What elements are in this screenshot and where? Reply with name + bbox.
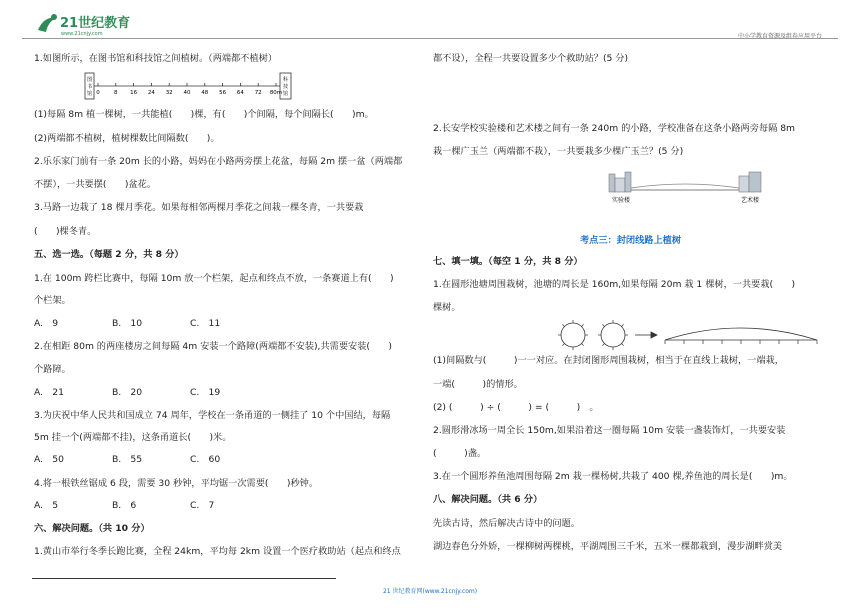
tick-label: 64 [236,90,244,96]
question-text: 2.长安学校实验楼和艺术楼之间有一条 240m 的小路，学校准备在这条小路两旁每隔 8m [433,123,795,134]
question-text: 1.如图所示，在图书馆和科技馆之间植树。（两端都不植树） [34,53,278,64]
question-text: (2)两端都不植树，植树棵数比间隔数( )。 [34,133,220,144]
tick-label: 0 [96,90,100,96]
section-heading: 八、解决问题。（共 6 分） [433,494,543,505]
question-text: (2) ( ) ÷ ( ) = ( ) 。 [433,402,599,413]
question-text: 2.在相距 80m 的两座楼房之间每隔 4m 安装一个路障(两端都不安装),共需要安装( ) [34,341,392,352]
tick-label: 72 [254,90,262,96]
section-heading: 六、解决问题。（共 10 分） [34,523,150,534]
site-logo [34,10,139,38]
option-a[interactable]: A. 5 [34,500,59,511]
tick-label: 80m [269,90,283,96]
platform-name: 中小学教育资源及组卷应用平台 [737,33,822,40]
distance-ticks [96,83,282,96]
answer-options [34,499,268,513]
svg-text:馆: 馆 [86,91,93,97]
question-text: 都不设），全程一共要设置多少个救助站？(5 分) [433,53,629,64]
section-heading: 七、填一填。（每空 1 分，共 8 分） [433,256,583,267]
tick-label: 40 [183,90,191,96]
question-text: ( )棵冬青。 [34,226,97,237]
svg-text:馆: 馆 [282,91,289,97]
lab-building-label: 实验楼 [611,197,631,204]
section-heading: 五、选一选。（每题 2 分，共 8 分） [34,249,184,260]
tree-mark [602,324,604,326]
question-text: 3.为庆祝中华人民共和国成立 74 周年，学校在一条甬道的一侧挂了 10 个中国结，每隔 [34,410,391,421]
option-a[interactable]: A. 9 [34,318,59,329]
tree-mark [602,343,604,345]
option-b[interactable]: B. 10 [112,318,143,329]
svg-text:书: 书 [86,84,93,90]
question-text: 个栏架。 [34,295,71,306]
tree-mark [621,343,623,345]
tree-mark [562,343,564,345]
question-text: 3.马路一边栽了 18 棵月季花。如果每相邻两棵月季花之间栽一棵冬青，一共要栽 [34,202,364,213]
art-building-label: 艺术楼 [740,197,760,204]
option-a[interactable]: A. 21 [34,387,64,398]
option-c[interactable]: C. 60 [190,454,221,465]
library-label: 图 [86,77,93,83]
footer-text: 21 世纪教育网(www.21cnjy.com) [382,588,478,595]
question-text: 湖边春色分外娇，一棵柳树两棵桃，平湖周围三千米，五米一棵都栽到，漫步湖畔赏美 [433,541,783,552]
question-text: ( )盏。 [433,448,487,459]
science-museum-label: 科 [282,77,289,83]
question-text: 1.在 100m 跨栏比赛中，每隔 10m 放一个栏架，起点和终点不放，一条赛道上有( ) [34,273,394,284]
option-c[interactable]: C. 19 [190,387,221,398]
question-text: 1.黄山市举行冬季长跑比赛，全程 24km，平均每 2km 设置一个医疗救助站（起点和终点 [34,546,401,557]
question-text: (1)间隔数与( )一一对应。在封闭图形周围栽树，相当于在直线上栽树，一端栽， [433,355,784,366]
answer-options [34,317,268,331]
tree-mark [562,324,564,326]
question-text: 一端( )的情形。 [433,379,523,390]
tick-label: 24 [147,90,155,96]
logo-url: www.21cnjy.com [61,31,103,37]
question-text: 5m 挂一个(两端都不挂)，这条甬道长( )米。 [34,432,232,443]
answer-options [34,386,268,400]
question-text: 4.将一根铁丝锯成 6 段，需要 30 秒钟，平均锯一次需要( )秒钟。 [34,478,319,489]
tree-mark [581,343,583,345]
question-text: 个路障。 [34,364,71,375]
buildings-figure [605,168,767,206]
tick-label: 48 [201,90,209,96]
tree-mark [581,324,583,326]
question-text: 不摆），一共要摆( )盆花。 [34,179,157,190]
question-text: 2.圆形滑冰场一周全长 150m,如果沿着这一圈每隔 10m 安装一盏装饰灯，一共要安装 [433,425,786,436]
question-text: 先读古诗，然后解决古诗中的问题。 [433,518,580,529]
option-c[interactable]: C. 11 [190,318,221,329]
svg-text:技: 技 [282,84,289,90]
tick-label: 56 [219,90,227,96]
circle-to-line-figure [555,318,825,352]
tree-mark [621,324,623,326]
question-text: 2.乐乐家门前有一条 20m 长的小路，妈妈在小路两旁摆上花盆，每隔 2m 摆一盆（两端都 [34,156,403,167]
option-b[interactable]: B. 55 [112,454,143,465]
option-b[interactable]: B. 20 [112,387,143,398]
tick-label: 16 [130,90,138,96]
header-divider [22,38,838,39]
footer-divider [32,578,336,579]
tree-line-figure [84,72,299,102]
answer-options [34,453,268,467]
question-text: 棵树。 [433,302,461,313]
option-a[interactable]: A. 50 [34,454,64,465]
question-text: (1)每隔 8m 植一棵树，一共能植( )棵，有( )个间隔，每个间隔长( )m。 [34,109,374,120]
question-text: 栽一棵广玉兰（两端都不栽），一共要栽多少棵广玉兰？(5 分) [433,146,684,157]
tick-label: 8 [114,90,118,96]
topic-heading: 考点三：封闭线路上植树 [579,235,682,246]
question-text: 1.在圆形池塘周围栽树，池塘的周长是 160m,如果每隔 20m 栽 1 棵树，一共要栽( ) [433,279,796,290]
option-c[interactable]: C. 7 [190,500,215,511]
question-text: 3.在一个圆形养鱼池周围每隔 2m 栽一棵杨树,共栽了 400 棵,养鱼池的周长是( )m。 [433,471,793,482]
tick-label: 32 [165,90,173,96]
logo-text: 21世纪教育 [60,16,131,31]
option-b[interactable]: B. 6 [112,500,137,511]
